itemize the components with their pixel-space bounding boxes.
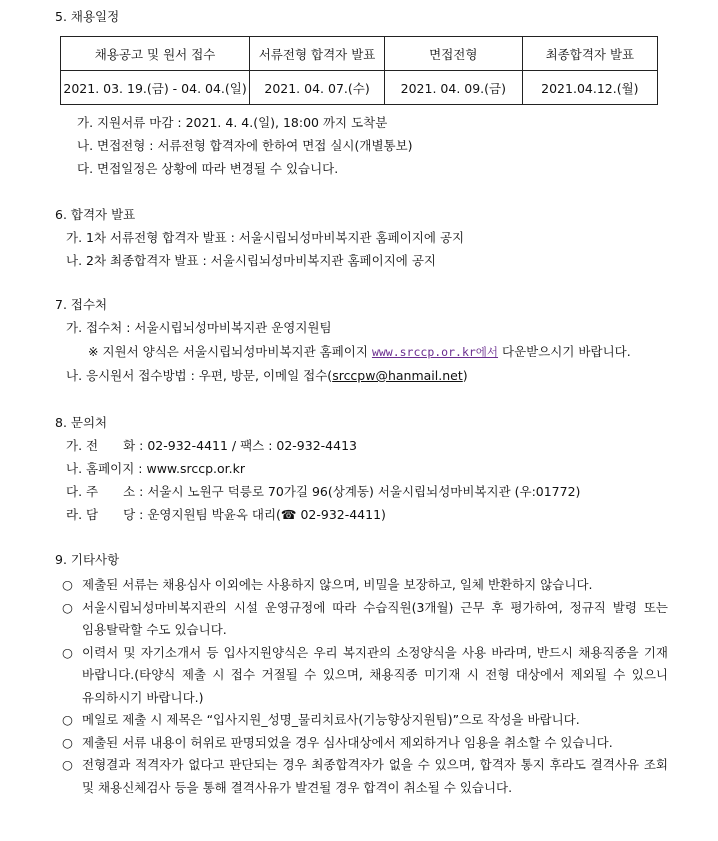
note-item: [62, 574, 668, 597]
homepage-link[interactable]: www.srccp.or.kr에서: [371, 345, 499, 359]
note-item: [62, 732, 668, 755]
item-text: ): [462, 368, 468, 383]
section-8-heading: 8. 문의처: [55, 415, 108, 430]
schedule-table: [60, 36, 658, 105]
table-cell: 2021. 03. 19.(금) - 04. 04.(일): [61, 71, 250, 105]
table-header-row: [61, 37, 658, 71]
note-text: 제출된 서류 내용이 허위로 판명되었을 경우 심사대상에서 제외하거나 임용을 취소할 수 있습니다.: [82, 734, 613, 750]
list-item: 나. 홈페이지 : www.srccp.or.kr: [66, 461, 245, 476]
section-7-heading: 7. 접수처: [55, 297, 108, 312]
list-item: 가. 접수처 : 서울시립뇌성마비복지관 운영지원팀: [66, 320, 332, 335]
section-6-heading: 6. 합격자 발표: [55, 207, 136, 222]
table-header-cell: 면접전형: [384, 37, 522, 71]
note-text: 다운받으시기 바랍니다.: [502, 344, 631, 359]
table-cell: 2021.04.12.(월): [522, 71, 657, 105]
bullet-circle-icon: ○: [62, 644, 73, 660]
bullet-circle-icon: ○: [62, 757, 73, 772]
note-text: ※ 지원서 양식은 서울시립뇌성마비복지관 홈페이지: [88, 344, 368, 359]
table-cell: 2021. 04. 09.(금): [384, 71, 522, 105]
section-9-heading: 9. 기타사항: [55, 552, 120, 567]
note-item: [62, 597, 668, 642]
note-item: [62, 709, 668, 732]
note-text: 전형결과 적격자가 없다고 판단되는 경우 최종합격자가 없을 수 있으며, 합격자 통지 후라도 결격사유 조회 및 채용신체검사 등을 통해 결격사유가 발견될 경우 합격이 취소될 수 있습니다.: [82, 757, 668, 795]
table-header-cell: 최종합격자 발표: [522, 37, 657, 71]
table-row: [61, 71, 658, 105]
note-text: 제출된 서류는 채용심사 이외에는 사용하지 않으며, 비밀을 보장하고, 일체 반환하지 않습니다.: [82, 577, 593, 592]
table-header-cell: 서류전형 합격자 발표: [250, 37, 385, 71]
section-5-heading: 5. 채용일정: [55, 9, 120, 24]
bullet-circle-icon: ○: [62, 734, 73, 750]
bullet-circle-icon: ○: [62, 712, 73, 727]
note-item: [62, 642, 668, 710]
list-item: [66, 367, 468, 385]
table-header-cell: 채용공고 및 원서 접수: [61, 37, 250, 71]
list-item: 가. 전 화 : 02-932-4411 / 팩스 : 02-932-4413: [66, 438, 357, 453]
list-item: 나. 2차 최종합격자 발표 : 서울시립뇌성마비복지관 홈페이지에 공지: [66, 253, 436, 268]
note-text: 메일로 제출 시 제목은 “입사지원_성명_물리치료사(기능향상지원팀)”으로 작성을 바랍니다.: [82, 712, 580, 727]
table-cell: 2021. 04. 07.(수): [250, 71, 385, 105]
bullet-circle-icon: ○: [62, 599, 73, 615]
list-item: 나. 면접전형 : 서류전형 합격자에 한하여 면접 실시(개별통보): [77, 138, 413, 153]
note-item: [62, 754, 668, 799]
notes-list: [62, 574, 668, 799]
list-item: 다. 주 소 : 서울시 노원구 덕릉로 70가길 96(상계동) 서울시립뇌성마비복지관 (우:01772): [66, 484, 581, 499]
note-text: 이력서 및 자기소개서 등 입사지원양식은 우리 복지관의 소정양식을 사용 바라며, 반드시 채용직종을 기재 바랍니다.(타양식 제출 시 접수 거절될 수 있으며, 채용직종 미기재 시 전형 대상에서 제외될 수 있으니 유의하시기 바랍니다.): [82, 644, 668, 705]
download-note: [88, 343, 631, 361]
note-text: 서울시립뇌성마비복지관의 시설 운영규정에 따라 수습직원(3개월) 근무 후 평가하여, 정규직 발령 또는 임용탈락할 수도 있습니다.: [82, 599, 668, 637]
list-item: 가. 지원서류 마감 : 2021. 4. 4.(일), 18:00 까지 도착분: [77, 115, 388, 130]
list-item: 가. 1차 서류전형 합격자 발표 : 서울시립뇌성마비복지관 홈페이지에 공지: [66, 230, 465, 245]
email-link[interactable]: srccpw@hanmail.net: [332, 368, 463, 383]
bullet-circle-icon: ○: [62, 577, 73, 592]
list-item: 다. 면접일정은 상황에 따라 변경될 수 있습니다.: [77, 161, 339, 176]
list-item: 라. 담 당 : 운영지원팀 박윤옥 대리(☎ 02-932-4411): [66, 507, 386, 522]
item-text: 나. 응시원서 접수방법 : 우편, 방문, 이메일 접수(: [66, 368, 333, 383]
